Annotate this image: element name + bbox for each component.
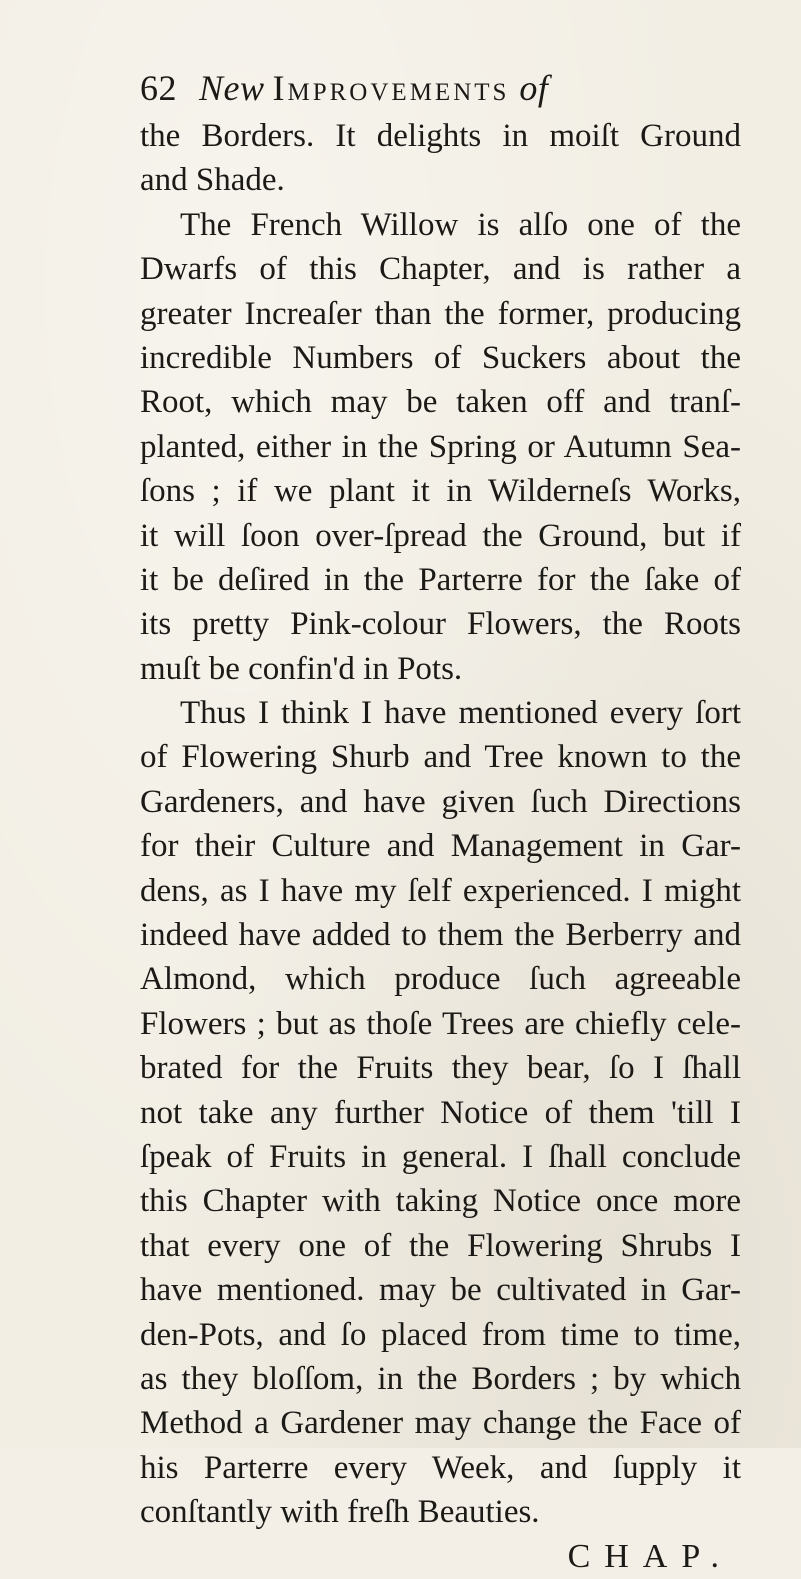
text-line: Thus I think I have mentioned every ſort bbox=[180, 695, 741, 732]
text-line: his Parterre every Week, and ſupply it bbox=[140, 1449, 741, 1486]
text-line: for their Culture and Management in Gar- bbox=[140, 828, 741, 865]
text-line: den-Pots, and ſo placed from time to time, bbox=[140, 1316, 741, 1353]
text-line: muſt be confin'd in Pots. bbox=[140, 650, 463, 687]
text-line: of Flowering Shurb and Tree known to the bbox=[140, 739, 741, 776]
text-line: that every one of the Flowering Shrubs I bbox=[140, 1227, 741, 1264]
text-line: The French Willow is alſo one of the bbox=[180, 206, 741, 243]
text-line: incredible Numbers of Suckers about the bbox=[140, 339, 741, 376]
text-line: conſtantly with freſh Beauties. bbox=[140, 1494, 540, 1531]
running-title-new: New bbox=[199, 68, 265, 108]
text-line: indeed have added to them the Berberry and bbox=[140, 917, 741, 954]
text-line: it will ſoon over-ſpread the Ground, but if bbox=[140, 517, 741, 554]
text-line: brated for the Fruits they bear, ſo I ſhall bbox=[140, 1050, 741, 1087]
text-line: Flowers ; but as thoſe Trees are chiefly cele- bbox=[140, 1005, 741, 1042]
text-line: its pretty Pink-colour Flowers, the Roots bbox=[140, 606, 741, 643]
page-number: 62 bbox=[140, 68, 177, 108]
catchword: CHAP. bbox=[567, 1537, 733, 1575]
text-line: the Borders. It delights in moiſt Ground bbox=[140, 118, 741, 154]
text-line: Dwarfs of this Chapter, and is rather a bbox=[140, 251, 741, 288]
text-line: have mentioned. may be cultivated in Gar- bbox=[140, 1272, 741, 1309]
text-line: and Shade. bbox=[140, 162, 285, 199]
text-line: not take any further Notice of them 'till I bbox=[140, 1094, 741, 1131]
text-line: it be deſired in the Parterre for the ſake of bbox=[140, 561, 741, 598]
text-line: this Chapter with taking Notice once more bbox=[140, 1183, 741, 1220]
running-title-improvements: Improvements bbox=[272, 68, 510, 108]
text-line: Method a Gardener may change the Face of bbox=[140, 1405, 741, 1442]
text-line: greater Increaſer than the former, producing bbox=[140, 295, 741, 332]
text-line: Root, which may be taken off and tranſ- bbox=[140, 384, 741, 421]
text-line: planted, either in the Spring or Autumn Sea- bbox=[140, 428, 741, 465]
text-line: Almond, which produce ſuch agreeable bbox=[140, 961, 741, 998]
running-title-of: of bbox=[519, 68, 549, 108]
text-line: as they bloſſom, in the Borders ; by which bbox=[140, 1360, 741, 1397]
running-head bbox=[140, 62, 741, 114]
body-text bbox=[140, 114, 741, 1535]
text-line: dens, as I have my ſelf experienced. I might bbox=[140, 872, 741, 909]
text-line: ſpeak of Fruits in general. I ſhall conclude bbox=[140, 1138, 741, 1175]
text-line: ſons ; if we plant it in Wilderneſs Works, bbox=[140, 473, 741, 510]
text-line: Gardeners, and have given ſuch Directions bbox=[140, 783, 741, 820]
